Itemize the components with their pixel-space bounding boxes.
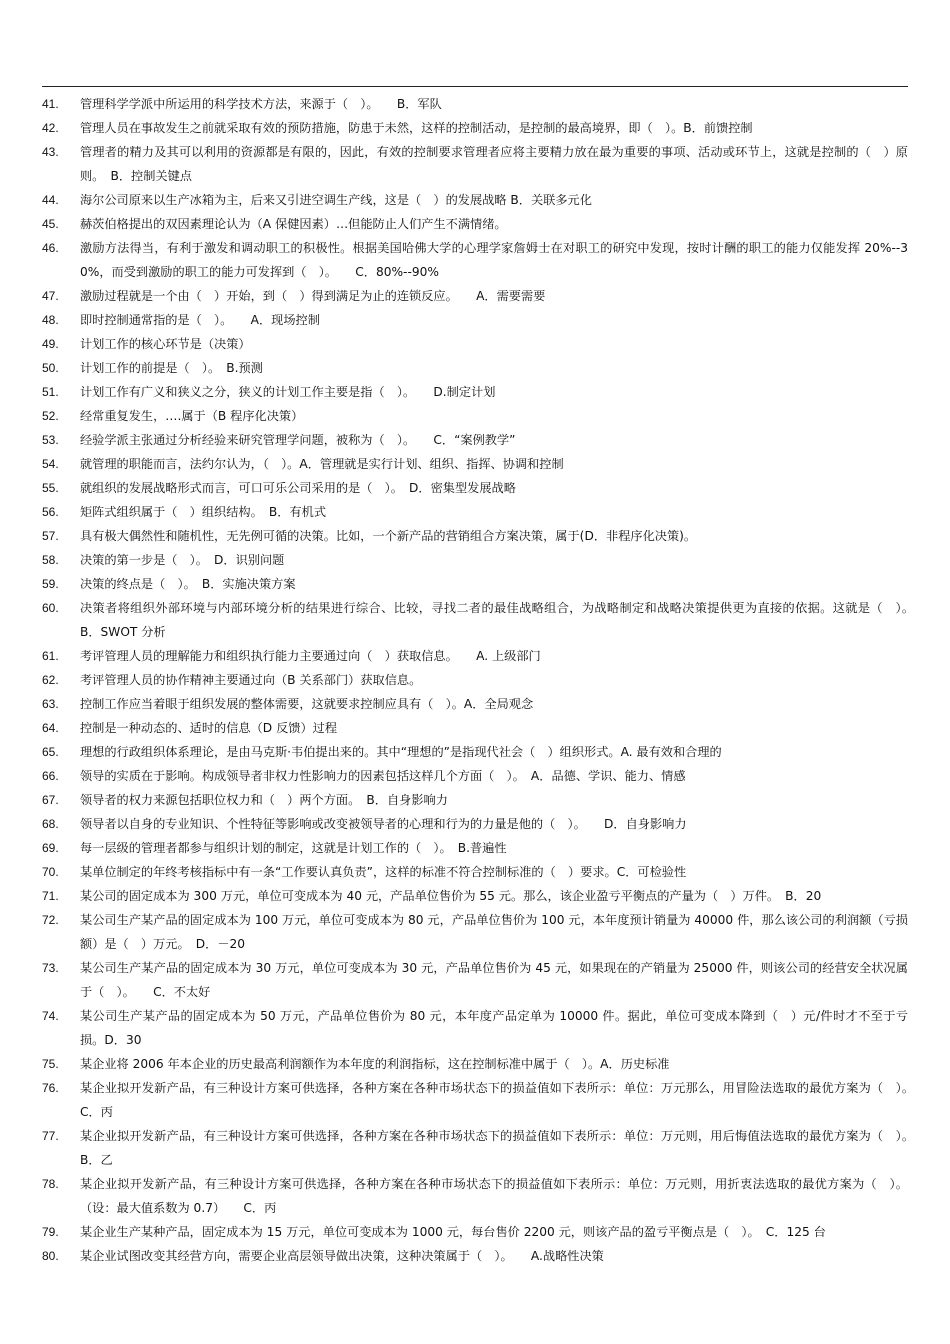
list-item <box>42 1172 908 1220</box>
item-text: 决策者将组织外部环境与内部环境分析的结果进行综合、比较，寻找二者的最佳战略组合，为战略制定和战略决策提供更为直接的依据。这就是（ ）。 B．SWOT 分析 <box>80 601 933 639</box>
list-item <box>42 92 908 116</box>
list-item <box>42 692 908 716</box>
list-item <box>42 1076 933 1124</box>
item-text: 矩阵式组织属于（ ）组织结构。 B．有机式 <box>80 505 327 519</box>
item-number: 62. <box>42 673 59 687</box>
item-number: 57. <box>42 529 59 543</box>
list-item <box>42 812 908 836</box>
item-text: 某公司生产某产品的固定成本为 100 万元，单位可变成本为 80 元，产品单位售价为 100 元，本年度预计销量为 40000 件，那么该公司的利润额（亏损额）是（ ）万元。 D．－20 <box>80 913 908 951</box>
item-number: 78. <box>42 1177 59 1191</box>
item-number: 41. <box>42 97 59 111</box>
item-number: 53. <box>42 433 59 447</box>
list-item <box>42 668 908 692</box>
item-number: 58. <box>42 553 59 567</box>
list-item <box>42 236 908 284</box>
list-item <box>42 212 908 236</box>
item-number: 55. <box>42 481 59 495</box>
item-text: 决策的第一步是（ ）。 D．识别问题 <box>80 553 285 567</box>
list-item <box>42 548 908 572</box>
list-item <box>42 452 908 476</box>
list-item <box>42 740 908 764</box>
item-number: 68. <box>42 817 59 831</box>
item-number: 65. <box>42 745 59 759</box>
list-item <box>42 188 908 212</box>
list-item <box>42 884 908 908</box>
item-text: 考评管理人员的协作精神主要通过向（B 关系部门）获取信息。 <box>80 673 422 687</box>
item-number: 69. <box>42 841 59 855</box>
item-number: 46. <box>42 241 59 255</box>
item-text: 领导者以自身的专业知识、个性特征等影响或改变被领导者的心理和行为的力量是他的（ ）。 D．自身影响力 <box>80 817 687 831</box>
list-item <box>42 1004 908 1052</box>
item-text: 考评管理人员的理解能力和组织执行能力主要通过向（ ）获取信息。 A. 上级部门 <box>80 649 541 663</box>
item-text: 某企业试图改变其经营方向，需要企业高层领导做出决策，这种决策属于（ ）。 A.战略性决策 <box>80 1249 604 1263</box>
item-number: 72. <box>42 913 59 927</box>
item-text: 计划工作的前提是（ ）。 B.预测 <box>80 361 263 375</box>
item-text: 某企业拟开发新产品，有三种设计方案可供选择，各种方案在各种市场状态下的损益值如下表所示：单位：万元则，用折衷法选取的最优方案为（ ）。（设：最大值系数为 0.7） C．丙 <box>80 1177 908 1215</box>
item-text: 某企业生产某种产品，固定成本为 15 万元，单位可变成本为 1000 元，每台售价 2200 元，则该产品的盈亏平衡点是（ ）。 C．125 台 <box>80 1225 826 1239</box>
list-item <box>42 860 908 884</box>
item-number: 70. <box>42 865 59 879</box>
list-item <box>42 1052 908 1076</box>
item-text: 激励方法得当，有利于激发和调动职工的积极性。根据美国哈佛大学的心理学家詹姆士在对职工的研究中发现，按时计酬的职工的能力仅能发挥 20%--30%，而受到激励的职工的能力可发挥到（ ）。 C．80%--90% <box>80 241 908 279</box>
item-text: 某公司的固定成本为 300 万元，单位可变成本为 40 元，产品单位售价为 55 元。那么，该企业盈亏平衡点的产量为（ ）万件。 B．20 <box>80 889 822 903</box>
item-number: 79. <box>42 1225 59 1239</box>
item-number: 64. <box>42 721 59 735</box>
list-item <box>42 284 908 308</box>
item-number: 54. <box>42 457 59 471</box>
list-item <box>42 1244 908 1268</box>
item-number: 44. <box>42 193 59 207</box>
item-text: 经验学派主张通过分析经验来研究管理学问题，被称为（ ）。 C．“案例教学” <box>80 433 516 447</box>
list-item <box>42 596 933 644</box>
item-number: 73. <box>42 961 59 975</box>
item-text: 控制工作应当着眼于组织发展的整体需要，这就要求控制应具有（ ）。A．全局观念 <box>80 697 534 711</box>
list-item <box>42 404 908 428</box>
list-item <box>42 788 908 812</box>
item-text: 某公司生产某产品的固定成本为 50 万元，产品单位售价为 80 元，本年度产品定单为 10000 件。据此，单位可变成本降到（ ）元/件时才不至于亏损。D．30 <box>80 1009 908 1047</box>
list-item <box>42 572 908 596</box>
item-text: 管理科学学派中所运用的科学技术方法，来源于（ ）。 B．军队 <box>80 97 442 111</box>
top-rule <box>42 86 908 87</box>
item-number: 63. <box>42 697 59 711</box>
item-number: 50. <box>42 361 59 375</box>
item-number: 67. <box>42 793 59 807</box>
item-text: 每一层级的管理者都参与组织计划的制定，这就是计划工作的（ ）。 B.普遍性 <box>80 841 507 855</box>
item-text: 领导者的权力来源包括职位权力和（ ）两个方面。 B．自身影响力 <box>80 793 448 807</box>
list-item <box>42 644 908 668</box>
list-item <box>42 716 908 740</box>
list-item <box>42 356 908 380</box>
item-text: 计划工作的核心环节是（决策） <box>80 337 251 351</box>
item-number: 43. <box>42 145 59 159</box>
item-number: 75. <box>42 1057 59 1071</box>
list-item <box>42 956 908 1004</box>
question-list <box>42 92 933 1268</box>
list-item <box>42 1220 908 1244</box>
item-text: 决策的终点是（ ）。 B．实施决策方案 <box>80 577 296 591</box>
list-item <box>42 764 908 788</box>
item-number: 74. <box>42 1009 59 1023</box>
item-text: 具有极大偶然性和随机性，无先例可循的决策。比如，一个新产品的营销组合方案决策，属于(D．非程序化决策)。 <box>80 529 697 543</box>
item-text: 领导的实质在于影响。构成领导者非权力性影响力的因素包括这样几个方面（ ）。 A．品德、学识、能力、情感 <box>80 769 686 783</box>
item-number: 80. <box>42 1249 59 1263</box>
item-text: 计划工作有广义和狭义之分，狭义的计划工作主要是指（ ）。 D.制定计划 <box>80 385 496 399</box>
item-number: 71. <box>42 889 59 903</box>
item-text: 激励过程就是一个由（ ）开始，到（ ）得到满足为止的连锁反应。 A．需要需要 <box>80 289 546 303</box>
list-item <box>42 836 908 860</box>
list-item <box>42 476 908 500</box>
item-number: 49. <box>42 337 59 351</box>
item-text: 控制是一种动态的、适时的信息（D 反馈）过程 <box>80 721 338 735</box>
item-number: 45. <box>42 217 59 231</box>
item-number: 66. <box>42 769 59 783</box>
list-item <box>42 140 908 188</box>
item-text: 海尔公司原来以生产冰箱为主，后来又引进空调生产线，这是（ ）的发展战略 B．关联多元化 <box>80 193 592 207</box>
item-number: 59. <box>42 577 59 591</box>
item-number: 47. <box>42 289 59 303</box>
item-text: 管理人员在事故发生之前就采取有效的预防措施，防患于未然，这样的控制活动，是控制的最高境界，即（ ）。B．前馈控制 <box>80 121 753 135</box>
list-item <box>42 428 908 452</box>
item-number: 76. <box>42 1081 59 1095</box>
list-item <box>42 1124 921 1172</box>
item-number: 60. <box>42 601 59 615</box>
item-text: 即时控制通常指的是（ ）。 A．现场控制 <box>80 313 320 327</box>
item-text: 某企业将 2006 年本企业的历史最高利润额作为本年度的利润指标，这在控制标准中属于（ ）。A．历史标准 <box>80 1057 670 1071</box>
list-item <box>42 380 908 404</box>
item-number: 77. <box>42 1129 59 1143</box>
item-text: 就组织的发展战略形式而言，可口可乐公司采用的是（ ）。 D．密集型发展战略 <box>80 481 516 495</box>
item-number: 52. <box>42 409 59 423</box>
list-item <box>42 116 908 140</box>
item-text: 某公司生产某产品的固定成本为 30 万元，单位可变成本为 30 元，产品单位售价为 45 元，如果现在的产销量为 25000 件，则该公司的经营安全状况属于（ ）。 C．不太好 <box>80 961 908 999</box>
item-text: 就管理的职能而言，法约尔认为，（ ）。A．管理就是实行计划、组织、指挥、协调和控制 <box>80 457 564 471</box>
list-item <box>42 332 908 356</box>
item-number: 56. <box>42 505 59 519</box>
list-item <box>42 308 908 332</box>
item-text: 赫茨伯格提出的双因素理论认为（A 保健因素）…但能防止人们产生不满情绪。 <box>80 217 507 231</box>
item-text: 理想的行政组织体系理论，是由马克斯·韦伯提出来的。其中“理想的”是指现代社会（ ）组织形式。A. 最有效和合理的 <box>80 745 722 759</box>
item-number: 61. <box>42 649 59 663</box>
item-text: 某企业拟开发新产品，有三种设计方案可供选择，各种方案在各种市场状态下的损益值如下表所示：单位：万元那么，用冒险法选取的最优方案为（ ）。 C．丙 <box>80 1081 933 1119</box>
item-text: 管理者的精力及其可以利用的资源都是有限的，因此，有效的控制要求管理者应将主要精力放在最为重要的事项、活动或环节上，这就是控制的（ ）原则。 B．控制关键点 <box>80 145 908 183</box>
item-number: 48. <box>42 313 59 327</box>
list-item <box>42 908 908 956</box>
item-text: 某企业拟开发新产品，有三种设计方案可供选择，各种方案在各种市场状态下的损益值如下表所示：单位：万元则，用后悔值法选取的最优方案为（ ）。 B．乙 <box>80 1129 921 1167</box>
item-text: 经常重复发生，….属于（B 程序化决策） <box>80 409 304 423</box>
item-text: 某单位制定的年终考核指标中有一条“工作要认真负责”，这样的标准不符合控制标准的（ ）要求。C．可检验性 <box>80 865 687 879</box>
list-item <box>42 500 908 524</box>
list-item <box>42 524 908 548</box>
item-number: 42. <box>42 121 59 135</box>
item-number: 51. <box>42 385 59 399</box>
